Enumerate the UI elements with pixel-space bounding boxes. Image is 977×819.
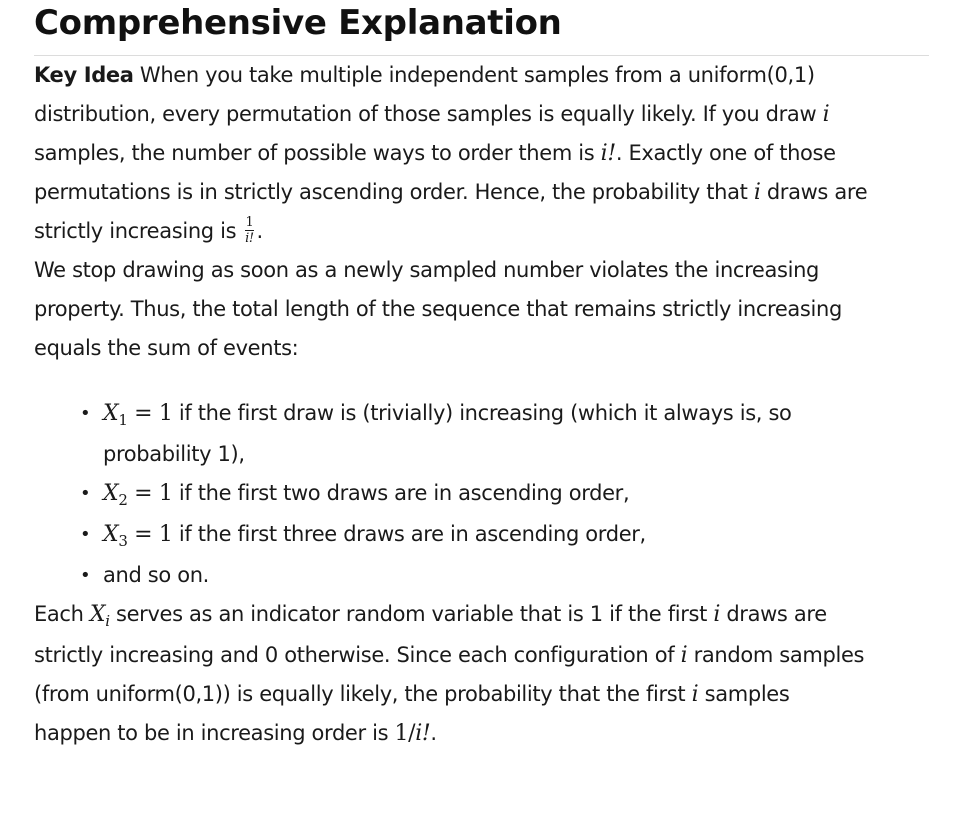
math-X: X (103, 401, 119, 426)
p3-text-9: . (430, 721, 437, 745)
math-i: i (691, 682, 699, 707)
bullet-icon: • (80, 483, 91, 504)
page-title: Comprehensive Explanation (34, 3, 562, 43)
math-i: i (822, 102, 830, 127)
p1-text-3: samples, the number of possible ways to order them is (34, 141, 601, 165)
p3-line-4 (34, 714, 929, 753)
math-i: i (713, 602, 720, 627)
p2-line-1: We stop drawing as soon as a newly sampled number violates the increasing (34, 258, 820, 282)
events-list (34, 394, 929, 595)
math-equals-one: = 1 (127, 401, 173, 426)
math-equals-one: = 1 (127, 481, 173, 506)
bullet-icon: • (80, 524, 91, 545)
fraction-denominator: i! (245, 230, 254, 246)
list-item-1-text: if the first draw is (trivially) increasing (which it always is, so (172, 401, 792, 425)
math-fraction-one-over-i-factorial (245, 216, 255, 245)
list-item-2-text: if the first two draws are in ascending order, (172, 481, 630, 505)
p1-text-8: . (256, 219, 263, 243)
list-item (34, 474, 929, 515)
math-subscript-1: 1 (118, 411, 128, 429)
math-X: X (103, 481, 119, 506)
p3-text-6: (from uniform(0,1)) is equally likely, the probability that the first (34, 682, 692, 706)
p3-text-2: serves as an indicator random variable that is 1 if the first (109, 602, 714, 626)
math-i: i (680, 643, 688, 668)
p2-line-3: equals the sum of events: (34, 336, 299, 360)
p3-text-7: samples (698, 682, 790, 706)
list-item-3-line (103, 515, 929, 556)
math-subscript-i: i (105, 612, 110, 630)
list-item-1-line-1 (103, 394, 929, 435)
p1-text-6: draws are (760, 180, 868, 204)
list-item (34, 556, 929, 595)
p1-line-4 (34, 173, 929, 212)
math-i-factorial: i! (415, 721, 431, 746)
math-i-factorial: i! (600, 141, 616, 166)
p1-text-5: permutations is in strictly ascending order. Hence, the probability that (34, 180, 754, 204)
list-item-3-text: if the first three draws are in ascending order, (172, 522, 646, 546)
p1-text-1: When you take multiple independent samples from a uniform(0,1) (133, 63, 815, 87)
math-equals-one: = 1 (127, 522, 173, 547)
key-idea-label: Key Idea (34, 63, 134, 87)
list-item (34, 515, 929, 556)
key-idea-paragraph (34, 56, 929, 251)
p3-line-3 (34, 675, 929, 714)
bullet-icon: • (80, 565, 91, 586)
p3-text-4: strictly increasing and 0 otherwise. Since each configuration of (34, 643, 681, 667)
p3-text-3: draws are (720, 602, 827, 626)
math-subscript-2: 2 (118, 491, 128, 509)
p3-line-2 (34, 636, 929, 675)
math-subscript-3: 3 (118, 532, 128, 550)
p3-line-1 (34, 595, 929, 636)
bullet-icon: • (80, 403, 91, 424)
p1-line-3 (34, 134, 929, 173)
list-item-2-line (103, 474, 929, 515)
p1-line-5 (34, 212, 929, 251)
p2-line-2: property. Thus, the total length of the sequence that remains strictly increasing (34, 297, 842, 321)
indicator-paragraph (34, 595, 929, 753)
list-item-1-line-2: probability 1), (103, 442, 245, 466)
p3-text-8: happen to be in increasing order is (34, 721, 395, 745)
p1-line-2 (34, 95, 929, 134)
list-item-4-line: and so on. (103, 563, 209, 587)
math-i: i (753, 180, 761, 205)
p3-text-5: random samples (687, 643, 865, 667)
p1-text-7: strictly increasing is (34, 219, 243, 243)
math-X: X (89, 602, 106, 627)
math-X: X (103, 522, 119, 547)
fraction-numerator: 1 (245, 214, 254, 230)
p1-text-2: distribution, every permutation of those samples is equally likely. If you draw (34, 102, 823, 126)
stopping-paragraph (34, 251, 929, 368)
p3-text-1: Each (34, 602, 90, 626)
p1-line-1 (34, 56, 929, 95)
list-item (34, 394, 929, 474)
document (34, 0, 929, 753)
p1-text-4: . Exactly one of those (615, 141, 836, 165)
math-one-over: 1/ (394, 721, 416, 746)
